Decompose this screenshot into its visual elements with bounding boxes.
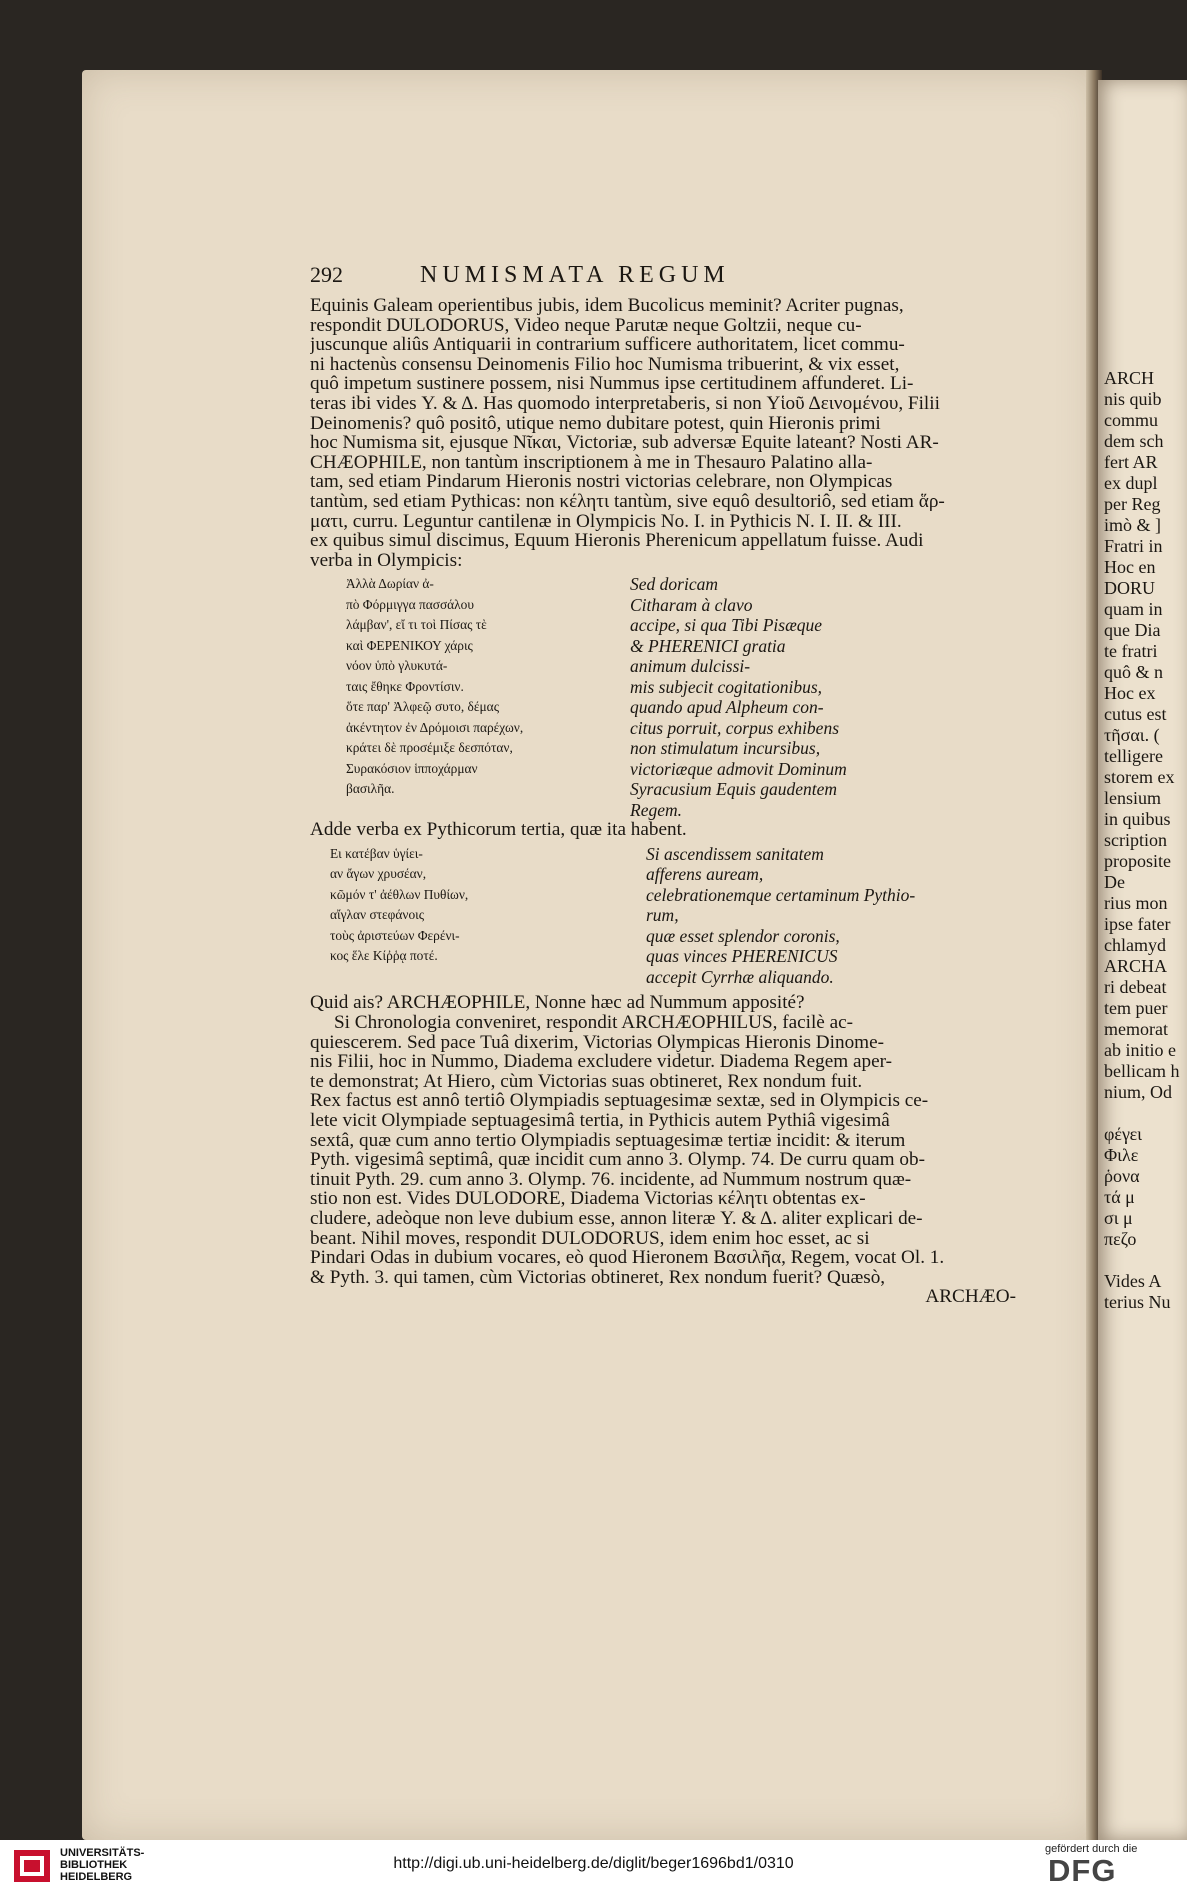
text-line: juscunque aliûs Antiquarii in contrarium sufficere authoritatem, licet commu- [310, 335, 905, 355]
right-page-line: commu [1104, 410, 1158, 430]
verse-line: Syracusium Equis gaudentem [630, 779, 838, 800]
verse-line: αἴγλαν στεφάνοις [330, 907, 425, 923]
text-line: CHÆOPHILE, non tantùm inscriptionem à me in Thesauro Palatino alla- [310, 452, 873, 473]
dfg-logo: DFG [1048, 1853, 1117, 1888]
text-line: Pyth. vigesimâ septimâ, quæ incidit cum anno 3. Olymp. 74. De curru quam ob- [310, 1150, 925, 1170]
paragraph-4 [310, 1013, 1020, 1287]
text-line: teras ibi vides Υ. & Δ. Has quomodo interpretaberis, si non Υἱοῦ Δεινομένου, Filii [310, 393, 940, 414]
verse-line: citus porruit, corpus exhibens [630, 717, 840, 738]
verse-line: Si ascendissem sanitatem [646, 843, 824, 864]
right-page-line: chlamyd [1104, 935, 1166, 955]
right-page-line: πεζο [1104, 1229, 1137, 1249]
main-text [310, 262, 1020, 1307]
text-line: quô impetum sustinere possem, nisi Nummus ipse certitudinem affunderet. Li- [310, 374, 914, 394]
pythic-verse [310, 844, 1020, 988]
verse-line: Regem. [630, 799, 682, 820]
right-page-line: Vides A [1104, 1271, 1162, 1291]
text-line: tinuit Pyth. 29. cum anno 3. Olymp. 76. incidente, ad Nummum nostrum quæ- [310, 1169, 912, 1190]
text-line: Si Chronologia conveniret, respondit ARCHÆOPHILUS, facilè ac- [334, 1013, 854, 1033]
right-page-line: tem puer [1104, 998, 1168, 1018]
text-line: stio non est. Vides DULODORE, Diadema Victorias κέλητι obtentas ex- [310, 1189, 866, 1209]
verse-line: ταις ἔθηκε Φροντίσιν. [346, 678, 464, 694]
text-line: hoc Numisma sit, ejusque Νῖκαι, Victoriæ, sub adversæ Equite lateant? Nosti AR- [310, 433, 939, 453]
right-page-line: ex dupl [1104, 473, 1158, 493]
text-line: sextâ, quæ cum anno tertio Olympiadis septuagesimæ tertiæ incidit: & iterum [310, 1130, 906, 1151]
text-line: tantùm, sed etiam Pythicas: non κέλητι tantùm, sive equô desultoriô, sed etiam ἅρ- [310, 491, 945, 512]
verse-line: Citharam à clavo [630, 594, 753, 615]
right-page-line: Hoc en [1104, 557, 1156, 577]
text-line: ματι, curru. Leguntur cantilenæ in Olympicis No. I. in Pythicis N. I. II. & III. [310, 511, 902, 532]
verse-line: quando apud Alpheum con- [630, 697, 824, 718]
right-page-line: ARCH [1104, 368, 1155, 388]
right-page-line: Fratri in [1104, 536, 1163, 556]
text-line: cludere, adeòque non leve dubium esse, annon literæ Υ. & Δ. aliter explicari de- [310, 1208, 923, 1229]
running-head [310, 262, 1020, 296]
text-line: nis Filii, hoc in Nummo, Diadema excludere videtur. Diadema Regem aper- [310, 1052, 893, 1072]
text-line: te demonstrat; At Hiero, cùm Victorias suas obtineret, Rex nondum fuit. [310, 1071, 863, 1092]
verse-line: τοὺς ἀριστεύων Φερένι- [330, 927, 460, 943]
right-page-line: nis quib [1104, 389, 1162, 409]
right-page-line: proposite [1104, 851, 1171, 871]
text-line: & Pyth. 3. qui tamen, cùm Victorias obtineret, Rex nondum fuerit? Quæsò, [310, 1267, 886, 1288]
right-page-line: De [1104, 872, 1125, 892]
text-line: quiescerem. Sed pace Tuâ dixerim, Victorias Olympicas Hieronis Dinome- [310, 1032, 884, 1053]
text-line: respondit DULODORUS, Video neque Parutæ neque Goltzii, neque cu- [310, 315, 862, 336]
greek-verse [310, 844, 610, 988]
permalink[interactable]: http://digi.ub.uni-heidelberg.de/diglit/beger1696bd1/0310 [393, 1855, 794, 1872]
verse-line: quas vinces PHERENICUS [646, 946, 838, 967]
greek-verse [310, 574, 610, 820]
footer-bar [0, 1840, 1187, 1890]
verse-line: accepit Cyrrhæ aliquando. [646, 966, 834, 987]
right-page-line: τῆσαι. ( [1104, 725, 1160, 745]
latin-translation [610, 844, 1020, 988]
right-page-line: rius mon [1104, 893, 1168, 913]
verse-line: afferens auream, [646, 864, 764, 885]
text-line: verba in Olympicis: [310, 550, 463, 571]
right-page-line: terius Nu [1104, 1292, 1171, 1312]
verse-line: καὶ ΦΕΡΕΝΙΚΟΥ χάρις [346, 637, 473, 653]
verse-line: λάμβαν', εἴ τι τοὶ Πίσας τὲ [346, 617, 487, 633]
right-page-line: imò & ] [1104, 515, 1161, 535]
right-page-line: ipse fater [1104, 914, 1171, 934]
verse-line: animum dulcissi- [630, 656, 751, 677]
verse-line: ὅτε παρ' Ἀλφεῷ συτο, δέμας [346, 699, 499, 715]
right-page-text [1104, 368, 1179, 1313]
right-page-line: fert AR [1104, 452, 1158, 472]
right-page-line: bellicam h [1104, 1061, 1180, 1081]
right-page-line: dem sch [1104, 431, 1164, 451]
right-page-line: quam in [1104, 599, 1163, 619]
text-line: tam, sed etiam Pindarum Hieronis nostri victorias celebrare, non Olympicas [310, 472, 893, 492]
olympic-verse [310, 574, 1020, 820]
text-line: Equinis Galeam operientibus jubis, idem Bucolicus meminit? Acriter pugnas, [310, 296, 904, 316]
funder-caption: gefördert durch die [1045, 1843, 1138, 1855]
right-page-line: ri debeat [1104, 977, 1167, 997]
right-page-line: que Dia [1104, 620, 1161, 640]
verse-line: mis subjecit cogitationibus, [630, 676, 823, 697]
right-page-line: ARCHA [1104, 956, 1168, 976]
right-page-line: cutus est [1104, 704, 1167, 724]
verse-line: quæ esset splendor coronis, [646, 925, 840, 946]
right-page-line: scription [1104, 830, 1167, 850]
verse-line: αν ἄγων χρυσέαν, [330, 866, 427, 882]
verse-line: νόον ὑπὸ γλυκυτά- [346, 658, 448, 674]
text-line: ex quibus simul discimus, Equum Hieronis Pherenicum appellatum fuisse. Audi [310, 531, 924, 551]
verse-line: rum, [646, 905, 679, 926]
text-line: ni hactenùs consensu Deinomenis Filio hoc Numisma tribuerint, & vix esset, [310, 354, 900, 375]
verse-line: Ει κατέβαν ὑγίει- [330, 845, 423, 861]
text-line: lete vicit Olympiade septuagesimâ tertia, in Pythicis autem Pythiâ vigesimâ [310, 1110, 890, 1131]
right-page-line: per Reg [1104, 494, 1161, 514]
right-page-line: σι μ [1104, 1208, 1133, 1228]
institution-name: UNIVERSITÄTS- BIBLIOTHEK HEIDELBERG [60, 1847, 145, 1883]
right-page-line: storem ex [1104, 767, 1175, 787]
right-page-line: in quibus [1104, 809, 1171, 829]
right-page-line: Hoc ex [1104, 683, 1156, 703]
right-page-line: telligere [1104, 746, 1163, 766]
right-page-line: ῥονα [1104, 1166, 1140, 1186]
right-page-line: τά μ [1104, 1187, 1135, 1207]
right-page-line: nium, Od [1104, 1082, 1173, 1102]
right-page-line: memorat [1104, 1019, 1168, 1039]
text-line: Rex factus est annô tertiô Olympiadis septuagesimæ sextæ, sed in Olympicis ce- [310, 1091, 929, 1111]
verse-line: Ἀλλὰ Δωρίαν ἀ- [346, 576, 434, 592]
verse-line: ἀκέντητον ἐν Δρόμοισι παρέχων, [346, 719, 524, 735]
right-page-line [1104, 1250, 1179, 1271]
header-title: NUMISMATA REGUM [420, 262, 730, 288]
verse-line: non stimulatum incursibus, [630, 738, 821, 759]
paragraph-2: Adde verba ex Pythicorum tertia, quæ ita habent. [310, 820, 687, 840]
right-page-line: φέγει [1104, 1124, 1142, 1144]
verse-line: βασιλῆα. [346, 781, 395, 797]
right-page-line [1104, 1103, 1179, 1124]
verse-line: κράτει δὲ προσέμιξε δεσπόταν, [346, 740, 513, 756]
paragraph-3: Quid ais? ARCHÆOPHILE, Nonne hæc ad Nummum apposité? [310, 993, 805, 1013]
right-page-line: Φιλε [1104, 1145, 1139, 1165]
right-page-line: quô & n [1104, 662, 1164, 682]
right-page-line: lensium [1104, 788, 1161, 808]
page-number: 292 [310, 262, 343, 287]
verse-line: victoriæque admovit Dominum [630, 758, 847, 779]
right-page-line: te fratri [1104, 641, 1158, 661]
right-page-line: DORU [1104, 578, 1156, 598]
right-page-line: ab initio e [1104, 1040, 1176, 1060]
text-line: beant. Nihil moves, respondit DULODORUS, idem enim hoc esset, ac si [310, 1228, 870, 1249]
verse-line: πὸ Φόρμιγγα πασσάλου [346, 596, 474, 612]
verse-line: κος ἕλε Κίῤῥᾳ ποτέ. [330, 948, 438, 964]
catchword: ARCHÆO- [925, 1286, 1016, 1308]
verse-line: Συρακόσιον ἱπποχάρμαν [346, 760, 478, 776]
text-line: Pindari Odas in dubium vocares, eò quod Hieronem Βασιλῆα, Regem, vocat Ol. 1. [310, 1248, 945, 1268]
verse-line: Sed doricam [630, 574, 718, 595]
verse-line: accipe, si qua Tibi Pisæque [630, 615, 823, 636]
verse-line: κῶμόν τ' ἀέθλων Πυθίων, [330, 886, 469, 902]
paragraph-1 [310, 296, 1020, 570]
right-page [1098, 80, 1187, 1840]
verse-line: & PHERENICI gratia [630, 635, 786, 656]
latin-translation [610, 574, 1020, 820]
verse-line: celebrationemque certaminum Pythio- [646, 884, 916, 905]
text-line: Deinomenis? quô positô, utique nemo dubitare potest, quin Hieronis primi [310, 413, 881, 434]
